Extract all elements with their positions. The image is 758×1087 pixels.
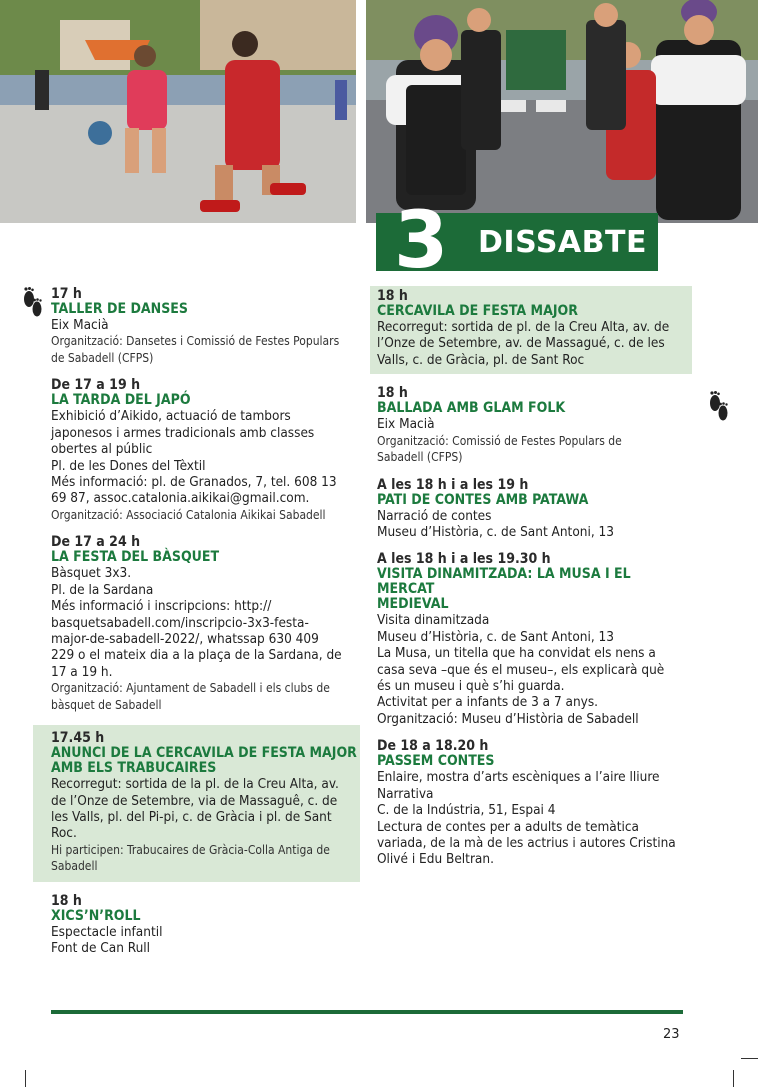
basketball-photo [0, 0, 356, 223]
event-time: De 18 a 18.20 h [377, 738, 489, 755]
event-detail: Museu d’Història, c. de Sant Antoni, 13 [377, 628, 614, 645]
event-detail: C. de la Indústria, 51, Espai 4 [377, 802, 556, 819]
crop-mark [741, 1058, 758, 1059]
event-detail: La Musa, un titella que ha convidat els nens a [377, 645, 656, 662]
event-time: A les 18 h i a les 19 h [377, 476, 529, 493]
event-detail: de l’Onze de Setembre, via de Massaguê, c. de [51, 792, 338, 809]
event-title: BALLADA AMB GLAM FOLK [377, 400, 566, 417]
event-time: 18 h [51, 892, 82, 909]
event-title: VISITA DINAMITZADA: LA MUSA I EL MERCAT [377, 566, 631, 598]
event-detail: Roc. [51, 825, 77, 842]
event-organizer: Sabadell [51, 859, 98, 874]
event-detail: 17 a 19 h. [51, 663, 113, 680]
event-detail: Eix Macià [51, 317, 109, 333]
event-organizer: Organització: Associació Catalonia Aikikai Sabadell [51, 507, 326, 522]
event-detail: Eix Macià [377, 416, 435, 433]
event-detail: obertes al públic [51, 441, 153, 458]
event-detail: Exhibició d’Aikido, actuació de tambors [51, 408, 291, 425]
event-title: MEDIEVAL [377, 596, 449, 613]
event-organizer: de Sabadell (CFPS) [51, 350, 154, 365]
event-detail: Enlaire, mostra d’arts escèniques a l’aire lliure [377, 769, 660, 786]
event-detail: l’Onze de Setembre, av. de Massagué, c. de les [377, 335, 665, 352]
event-detail: Font de Can Rull [51, 940, 151, 957]
event-title: ANUNCI DE LA CERCAVILA DE FESTA MAJOR [51, 745, 357, 762]
event-detail: Activitat per a infants de 3 a 7 anys. [377, 694, 599, 711]
event-detail: Organització: Museu d’Història de Sabadell [377, 710, 639, 727]
event-time: 17 h [51, 286, 82, 302]
crop-mark [733, 1070, 734, 1087]
event-title: PATI DE CONTES AMB PATAWA [377, 491, 589, 508]
day-banner [376, 196, 658, 286]
event-item [51, 535, 357, 713]
event-title: XICS’N’ROLL [51, 907, 141, 924]
event-detail: Narració de contes [377, 507, 492, 524]
event-detail: és un museu i què s’hi guarda. [377, 678, 565, 695]
event-time: De 17 a 24 h [51, 534, 141, 551]
event-time: 18 h [377, 385, 408, 402]
event-item [51, 894, 357, 957]
event-detail: casa seva –que és el museu–, els explicarà què [377, 661, 665, 678]
event-detail: 69 87, assoc.catalonia.aikikai@gmail.com. [51, 490, 310, 507]
event-time: 17.45 h [51, 730, 105, 747]
page-number: 23 [663, 1027, 680, 1042]
right-column [377, 286, 683, 880]
event-title: LA TARDA DEL JAPÓ [51, 392, 191, 409]
event-item [377, 739, 683, 867]
event-detail: Narrativa [377, 785, 434, 802]
event-item [377, 386, 683, 465]
event-detail: Lectura de contes per a adults de temàtica [377, 818, 640, 835]
event-detail: Valls, c. de Gràcia, pl. de Sant Roc [377, 351, 585, 368]
event-detail: variada, de la mà de les actrius i autores Cristina [377, 834, 676, 851]
event-item [33, 725, 360, 882]
event-detail: Olivé i Edu Beltran. [377, 851, 494, 868]
event-item [377, 478, 683, 541]
event-detail: Recorregut: sortida de la pl. de la Creu Alta, av. [51, 776, 339, 793]
event-organizer: Organització: Comissió de Festes Populars de [377, 433, 622, 448]
crop-mark [25, 1070, 26, 1087]
left-column [51, 287, 357, 969]
event-detail: Més informació i inscripcions: http:// [51, 598, 272, 615]
footer-rule [51, 1010, 683, 1014]
event-item [51, 287, 357, 366]
event-detail: Més informació: pl. de Granados, 7, tel. 608 13 [51, 474, 337, 491]
event-detail: Museu d’Història, c. de Sant Antoni, 13 [377, 524, 614, 541]
footprints-icon [22, 287, 44, 321]
event-item [51, 378, 357, 523]
event-organizer: Organització: Dansetes i Comissió de Festes Populars [51, 334, 340, 349]
event-time: A les 18 h i a les 19.30 h [377, 551, 551, 568]
event-title: CERCAVILA DE FESTA MAJOR [377, 303, 578, 319]
event-time: De 17 a 19 h [51, 377, 141, 394]
event-organizer: Organització: Ajuntament de Sabadell i els clubs de [51, 681, 330, 696]
event-detail: basquetsabadell.com/inscripcio-3x3-festa- [51, 614, 309, 631]
footprints-icon [708, 391, 730, 425]
event-organizer: Sabadell (CFPS) [377, 450, 463, 465]
event-item [377, 552, 683, 727]
event-detail: Visita dinamitzada [377, 612, 490, 629]
event-time: 18 h [377, 288, 408, 304]
event-detail: Pl. de les Dones del Tèxtil [51, 457, 206, 474]
event-title: LA FESTA DEL BÀSQUET [51, 549, 220, 566]
day-number: 3 [394, 196, 449, 286]
event-title: AMB ELS TRABUCAIRES [51, 760, 217, 777]
event-detail: Bàsquet 3x3. [51, 565, 132, 582]
event-item [370, 286, 692, 374]
trabucaires-photo [366, 0, 758, 223]
event-title: PASSEM CONTES [377, 753, 495, 770]
event-detail: japonesos i armes tradicionals amb classes [51, 424, 315, 441]
event-detail: 229 o el mateix dia a la plaça de la Sardana, de [51, 647, 342, 664]
event-detail: Recorregut: sortida de pl. de la Creu Alta, av. de [377, 319, 670, 335]
event-detail: Espectacle infantil [51, 923, 163, 940]
event-title: TALLER DE DANSES [51, 301, 188, 317]
day-name: DISSABTE [478, 225, 647, 260]
event-detail: Pl. de la Sardana [51, 581, 154, 598]
event-detail: les Valls, pl. del Pi-pi, c. de Gràcia i pl. de Sant [51, 809, 332, 825]
event-organizer: bàsquet de Sabadell [51, 697, 162, 712]
event-detail: major-de-sabadell-2022/, whatssap 630 409 [51, 630, 319, 647]
event-organizer: Hi participen: Trabucaires de Gràcia-Colla Antiga de [51, 842, 330, 857]
